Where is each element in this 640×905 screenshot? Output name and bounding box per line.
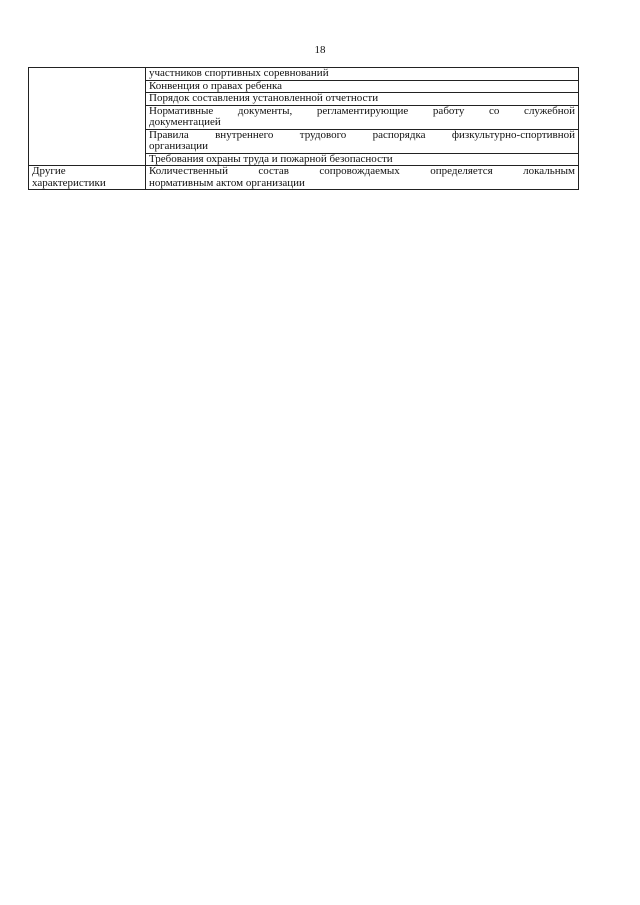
- cell-line: Нормативные документы, регламентирующие работу со служебной: [149, 104, 575, 117]
- table-cell: Требования охраны труда и пожарной безопасности: [146, 153, 579, 166]
- table-cell: Порядок составления установленной отчетности: [146, 93, 579, 106]
- table-row: [29, 68, 579, 81]
- table-row-other: [29, 166, 579, 190]
- cell-line: документацией: [149, 116, 221, 128]
- table-cell: [146, 166, 579, 190]
- row-label-cell: [29, 166, 146, 190]
- table-cell: участников спортивных соревнований: [146, 68, 579, 81]
- cell-line: нормативным актом организации: [149, 176, 305, 189]
- table-cell: [146, 129, 579, 153]
- cell-line: Количественный состав сопровождаемых определяется локальным: [149, 165, 575, 177]
- page-number: 18: [314, 44, 326, 56]
- requirements-table: [28, 67, 579, 190]
- cell-line: Правила внутреннего трудового распорядка физкультурно-спортивной: [149, 128, 575, 141]
- cell-line: организации: [149, 140, 209, 152]
- table-cell: Конвенция о правах ребенка: [146, 80, 579, 93]
- table-cell: [146, 105, 579, 129]
- row-label-line: характеристики: [32, 176, 106, 189]
- empty-label-cell: [29, 68, 146, 166]
- row-label-line: Другие: [32, 165, 66, 177]
